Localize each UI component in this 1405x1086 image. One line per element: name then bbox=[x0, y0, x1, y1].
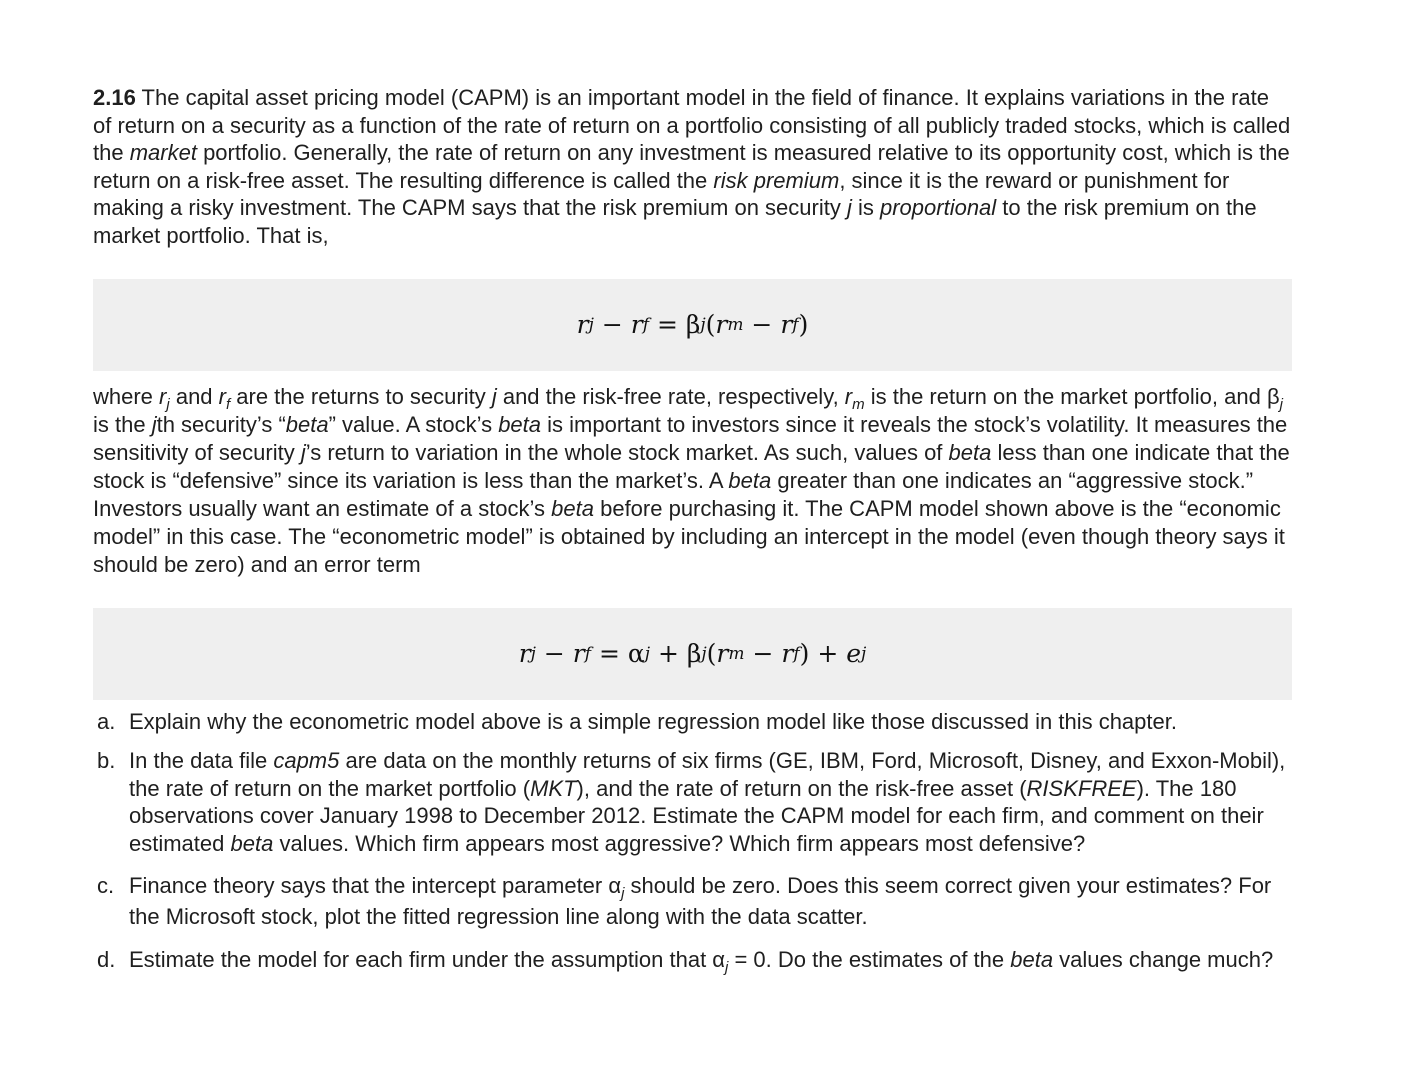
eq2-r-m: r bbox=[716, 639, 729, 669]
eq2-rparen: ) bbox=[799, 639, 810, 669]
expl-beta-word-4: beta bbox=[728, 467, 772, 493]
question-d-sub-j: j bbox=[725, 958, 729, 976]
question-d-text-1: Estimate the model for each firm under the assumption that bbox=[129, 946, 713, 972]
intro-text-4: is bbox=[851, 195, 880, 221]
eq2-plus-2: + bbox=[817, 639, 839, 669]
problem-number: 2.16 bbox=[93, 85, 136, 110]
expl-r-j: r bbox=[159, 383, 167, 409]
expl-text-12: greater than one indicates an “aggressive stock.” Investors usually want an estimate of a stock’s bbox=[93, 467, 1254, 521]
expl-text-13: before purchasing it. The CAPM model shown above is the “economic model” in this case. The “econometric model” is obtained by including an intercept in the model (even though theory says it should be zero) and an error term bbox=[93, 495, 1285, 577]
expl-text-9: is important to investors since it reveals the stock’s volatility. It measures the sensitivity of security bbox=[93, 411, 1288, 465]
eq2-beta: β bbox=[686, 639, 702, 669]
intro-em-j: j bbox=[846, 195, 852, 221]
question-b-text-3: ), and the rate of return on the risk-free asset ( bbox=[576, 775, 1027, 801]
expl-security-j: j bbox=[300, 439, 306, 465]
question-d-marker: d. bbox=[97, 946, 116, 972]
intro-em-proportional: proportional bbox=[879, 195, 997, 221]
expl-beta-word-1: beta bbox=[285, 411, 329, 437]
eq1-minus: − bbox=[601, 310, 623, 340]
question-d-text-2: = 0. Do the estimates of the bbox=[728, 946, 1011, 972]
expl-j: j bbox=[491, 383, 497, 409]
question-d-text-3: values change much? bbox=[1053, 946, 1274, 972]
question-c bbox=[93, 870, 1293, 932]
eq1-r-f-2: r bbox=[780, 310, 793, 340]
intro-text-1: The capital asset pricing model (CAPM) is an important model in the field of finance. It explains variations in the rate of return on a security as a function of the rate of return on a portfolio consisting of all publicly traded stocks, which is called the bbox=[93, 85, 1291, 166]
question-a bbox=[93, 708, 1293, 736]
intro-text-2: portfolio. Generally, the rate of return on any investment is measured relative to its opportunity cost, which is the return on a risk-free asset. The resulting difference is called the bbox=[93, 140, 1290, 193]
eq2-r: r bbox=[518, 639, 531, 669]
expl-text-6: is the bbox=[93, 411, 152, 437]
eq1-rparen: ) bbox=[798, 310, 809, 340]
expl-beta: β bbox=[1266, 383, 1280, 409]
expl-text-10: ’s return to variation in the whole stock market. As such, values of bbox=[305, 439, 949, 465]
intro-em-market: market bbox=[129, 140, 197, 166]
expl-text-1: where bbox=[93, 383, 160, 409]
question-a-marker: a. bbox=[97, 708, 116, 734]
question-b-text-2: are data on the monthly returns of six firms (GE, IBM, Ford, Microsoft, Disney, and Exxon-Mobil), the rate of return on the market portfolio ( bbox=[129, 748, 1286, 801]
expl-r-f: r bbox=[218, 383, 226, 409]
question-b-text-1: In the data file bbox=[129, 748, 274, 774]
expl-text-7: th security’s “ bbox=[156, 411, 286, 437]
question-b-file: capm5 bbox=[273, 748, 340, 774]
econometric-equation: r j − r f = α j + β j ( r m − r f ) + e j bbox=[93, 608, 1292, 700]
question-d-beta: beta bbox=[1010, 946, 1054, 972]
question-c-text-1: Finance theory says that the intercept parameter bbox=[129, 872, 609, 898]
intro-text-5: to the risk premium on the market portfolio. That is, bbox=[93, 195, 1257, 248]
problem-intro bbox=[93, 84, 1293, 250]
question-d-alpha: α bbox=[712, 946, 726, 972]
eq1-equals: = bbox=[656, 310, 678, 340]
expl-text-3: are the returns to security bbox=[230, 383, 492, 409]
question-b bbox=[93, 747, 1293, 857]
expl-sub-m: m bbox=[852, 395, 865, 413]
question-b-text-4: ). The 180 observations cover January 1998 to December 2012. Estimate the CAPM model for each firm, and comment on their estimated bbox=[129, 775, 1264, 856]
expl-sub-j: j bbox=[166, 395, 170, 413]
expl-text-8: ” value. A stock’s bbox=[328, 411, 499, 437]
expl-r-m: r bbox=[844, 383, 853, 409]
eq1-beta: β bbox=[685, 310, 701, 340]
intro-em-risk-premium: risk premium bbox=[713, 167, 840, 193]
eq2-plus: + bbox=[658, 639, 679, 669]
eq2-equals: = bbox=[598, 639, 620, 669]
question-b-beta: beta bbox=[230, 830, 274, 856]
question-c-text-2: should be zero. Does this seem correct given your estimates? For the Microsoft stock, plot the fitted regression line along with the data scatter. bbox=[129, 872, 1272, 929]
question-a-text: Explain why the econometric model above is a simple regression model like those discussed in this chapter. bbox=[129, 708, 1177, 734]
expl-jth-j: j bbox=[151, 411, 157, 437]
capm-equation: r j − r f = β j ( r m − r f ) bbox=[93, 279, 1292, 371]
problem-page bbox=[93, 84, 1293, 987]
explanation-paragraph bbox=[93, 383, 1293, 579]
intro-text-3: , since it is the reward or punishment for making a risky investment. The CAPM says that the risk premium on security bbox=[93, 167, 1230, 221]
expl-beta-word-2: beta bbox=[498, 411, 542, 437]
expl-beta-sub-j: j bbox=[1279, 395, 1283, 413]
eq1-minus-2: − bbox=[751, 310, 773, 340]
expl-text-2: and bbox=[169, 383, 219, 409]
question-b-marker: b. bbox=[97, 748, 116, 774]
question-list bbox=[93, 708, 1293, 975]
question-c-marker: c. bbox=[97, 872, 115, 898]
expl-sub-f: f bbox=[225, 395, 231, 413]
eq2-lparen: ( bbox=[706, 639, 717, 669]
question-c-alpha: α bbox=[608, 872, 622, 898]
eq1-r-f: r bbox=[630, 310, 643, 340]
expl-text-5: is the return on the market portfolio, and bbox=[864, 383, 1267, 409]
question-c-sub-j: j bbox=[621, 884, 625, 902]
expl-text-11: less than one indicate that the stock is “defensive” since its variation is less than the market’s. A bbox=[93, 439, 1290, 493]
eq1-r: r bbox=[576, 310, 589, 340]
eq2-e: e bbox=[846, 639, 862, 669]
expl-beta-word-5: beta bbox=[551, 495, 594, 521]
eq1-r-m: r bbox=[715, 310, 728, 340]
eq2-r-f-2: r bbox=[781, 639, 794, 669]
eq2-alpha: α bbox=[627, 639, 645, 669]
question-b-text-5: values. Which firm appears most aggressive? Which firm appears most defensive? bbox=[273, 830, 1086, 856]
question-b-mkt: MKT bbox=[530, 775, 577, 801]
expl-beta-word-3: beta bbox=[948, 439, 992, 465]
eq1-lparen: ( bbox=[705, 310, 716, 340]
eq2-minus-2: − bbox=[752, 639, 774, 669]
question-b-riskfree: RISKFREE bbox=[1026, 775, 1137, 801]
eq2-minus: − bbox=[543, 639, 565, 669]
question-d bbox=[93, 944, 1293, 975]
eq2-r-f: r bbox=[572, 639, 585, 669]
expl-text-4: and the risk-free rate, respectively, bbox=[496, 383, 845, 409]
